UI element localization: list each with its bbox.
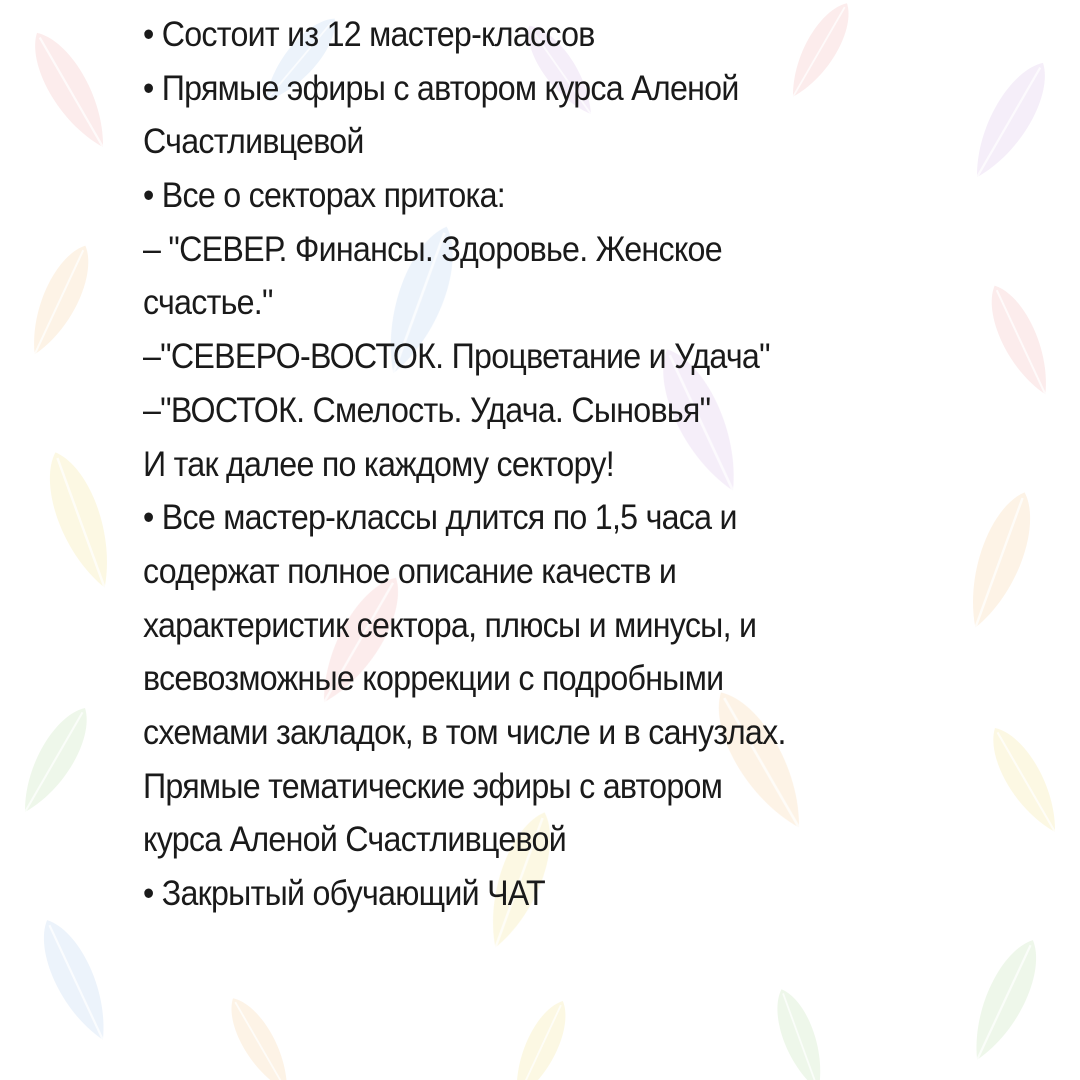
text-line-description-1: содержат полное описание качеств и — [143, 551, 677, 591]
course-description — [143, 8, 971, 921]
feather-icon — [955, 932, 1050, 1078]
bullet-line-closed-chat: • Закрытый обучающий ЧАТ — [143, 874, 545, 913]
bullet-line-sectors: • Все о секторах притока: — [143, 176, 506, 216]
feather-icon — [5, 699, 100, 829]
text-line-description-4: схемами закладок, в том числе и в санузлах. — [143, 712, 786, 752]
sector-line-east: –"ВОСТОК. Смелость. Удача. Сыновья" — [143, 390, 711, 430]
text-line-description-2: характеристик сектора, плюсы и минусы, и — [143, 605, 757, 645]
bullet-line-masterclasses: • Состоит из 12 мастер-классов — [143, 15, 595, 54]
feather-icon — [21, 23, 125, 166]
text-line-thematic-streams: Прямые тематические эфиры с автором — [143, 766, 723, 806]
text-line-author-surname: Счастливцевой — [143, 122, 364, 162]
sector-line-north-cont: счастье." — [143, 283, 273, 323]
feather-icon — [499, 994, 577, 1080]
feather-icon — [15, 238, 101, 370]
feather-icon — [36, 445, 128, 606]
text-line-each-sector: И так далее по каждому сектору! — [143, 444, 614, 484]
feather-icon — [767, 984, 836, 1080]
sector-line-northeast: –"СЕВЕРО-ВОСТОК. Процветание и Удача" — [143, 337, 770, 377]
feather-icon — [979, 278, 1065, 410]
feather-icon — [220, 990, 305, 1080]
bullet-line-duration: • Все мастер-классы длится по 1,5 часа и — [143, 498, 737, 538]
sector-line-north: – "СЕВЕР. Финансы. Здоровье. Женское — [143, 229, 722, 269]
text-line-description-3: всевозможные коррекции с подробными — [143, 659, 724, 699]
feather-icon — [980, 719, 1075, 849]
bullet-line-live-streams: • Прямые эфиры с автором курса Аленой — [143, 68, 739, 108]
feather-icon — [30, 912, 125, 1058]
text-line-thematic-streams-cont: курса Аленой Счастливцевой — [143, 820, 566, 860]
